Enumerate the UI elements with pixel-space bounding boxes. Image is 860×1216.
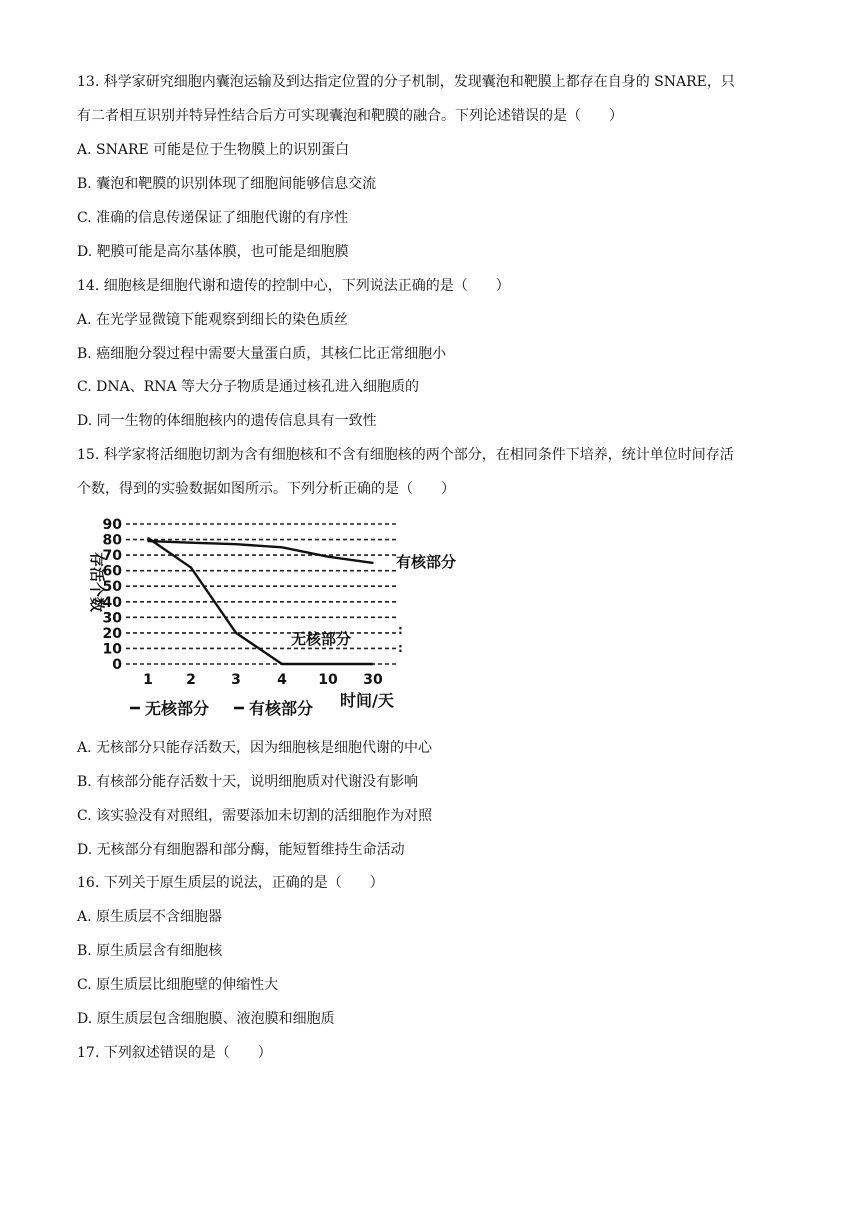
x-tick-label-2: 2	[186, 672, 196, 688]
question-13-stem-line-1: 13. 科学家研究细胞内囊泡运输及到达指定位置的分子机制，发现囊泡和靶膜上都存在自身的 SNARE，只	[77, 74, 735, 90]
y-tick-label-10: 10	[102, 641, 122, 658]
question-14-option-a: A. 在光学显微镜下能观察到细长的染色质丝	[77, 312, 349, 328]
question-16-option-d: D. 原生质层包含细胞膜、液泡膜和细胞质	[77, 1011, 335, 1027]
y-tick-label-30: 30	[102, 610, 122, 627]
question-16-option-a: A. 原生质层不含细胞器	[77, 909, 223, 925]
x-tick-label-1: 1	[143, 672, 153, 688]
series-point-enucleated-4	[327, 663, 329, 665]
question-14-option-d: D. 同一生物的体细胞核内的遗传信息具有一致性	[77, 413, 377, 429]
series-line-nucleated	[148, 541, 373, 563]
right-mark-2: :	[398, 641, 403, 655]
question-13-option-d: D. 靶膜可能是高尔基体膜，也可能是细胞膜	[77, 244, 349, 260]
series-point-enucleated-3	[281, 663, 283, 665]
question-13-stem-line-2: 有二者相互识别并特异性结合后方可实现囊泡和靶膜的融合。下列论述错误的是（ ）	[77, 108, 623, 124]
question-15-option-c: C. 该实验没有对照组，需要添加未切割的活细胞作为对照	[77, 808, 433, 824]
legend-label-nucleated: 有核部分	[249, 699, 314, 718]
question-17-stem-line-1: 17. 下列叙述错误的是（ ）	[77, 1045, 272, 1061]
series-label-nucleated: 有核部分	[396, 553, 457, 571]
x-tick-label-10: 10	[318, 672, 338, 688]
x-tick-label-30: 30	[363, 672, 383, 688]
legend-label-enucleated: 无核部分	[145, 699, 210, 718]
question-15-option-a: A. 无核部分只能存活数天，因为细胞核是细胞代谢的中心	[77, 740, 433, 756]
x-tick-label-3: 3	[231, 672, 241, 688]
question-15-option-b: B. 有核部分能存活数十天，说明细胞质对代谢没有影响	[77, 774, 419, 790]
y-tick-label-70: 70	[102, 548, 122, 565]
series-point-enucleated-2	[235, 632, 237, 634]
series-label-enucleated: 无核部分	[291, 630, 352, 648]
x-tick-label-4: 4	[277, 672, 287, 688]
y-tick-label-20: 20	[102, 625, 122, 642]
y-tick-label-60: 60	[102, 563, 122, 580]
series-point-nucleated-3	[281, 547, 283, 549]
y-tick-label-50: 50	[102, 579, 122, 596]
question-13-option-c: C. 准确的信息传递保证了细胞代谢的有序性	[77, 210, 349, 226]
x-axis-label: 时间/天	[340, 691, 394, 710]
series-point-enucleated-1	[190, 567, 192, 569]
question-13-option-a: A. SNARE 可能是位于生物膜上的识别蛋白	[77, 142, 350, 158]
series-point-nucleated-2	[235, 543, 237, 545]
y-tick-label-0: 0	[112, 657, 122, 673]
survival-line-chart	[78, 512, 457, 724]
question-14-option-b: B. 癌细胞分裂过程中需要大量蛋白质，其核仁比正常细胞小	[77, 346, 447, 362]
question-16-option-b: B. 原生质层含有细胞核	[77, 943, 223, 959]
question-14-stem-line-1: 14. 细胞核是细胞代谢和遗传的控制中心，下列说法正确的是（ ）	[77, 278, 510, 294]
chart-svg	[78, 512, 457, 724]
series-point-enucleated-0	[147, 537, 149, 539]
series-point-enucleated-5	[372, 663, 374, 665]
question-13-option-b: B. 囊泡和靶膜的识别体现了细胞间能够信息交流	[77, 176, 377, 192]
y-tick-label-80: 80	[102, 532, 122, 549]
question-15-option-d: D. 无核部分有细胞器和部分酶，能短暂维持生命活动	[77, 842, 405, 858]
question-16-option-c: C. 原生质层比细胞壁的伸缩性大	[77, 977, 279, 993]
question-15-stem-line-2: 个数，得到的实验数据如图所示。下列分析正确的是（ ）	[77, 481, 455, 497]
series-point-nucleated-4	[327, 556, 329, 558]
series-point-nucleated-5	[372, 562, 374, 564]
question-14-option-c: C. DNA、RNA 等大分子物质是通过核孔进入细胞质的	[77, 379, 420, 395]
y-tick-label-90: 90	[102, 517, 122, 533]
series-point-nucleated-0	[147, 540, 149, 542]
right-mark-1: :	[398, 623, 403, 637]
question-16-stem-line-1: 16. 下列关于原生质层的说法，正确的是（ ）	[77, 875, 384, 891]
series-point-nucleated-1	[190, 542, 192, 544]
question-15-stem-line-1: 15. 科学家将活细胞切割为含有细胞核和不含有细胞核的两个部分，在相同条件下培养，统计单位时间存活	[77, 447, 734, 463]
y-axis-label: 存活个数	[88, 552, 106, 613]
y-tick-label-40: 40	[102, 594, 122, 611]
